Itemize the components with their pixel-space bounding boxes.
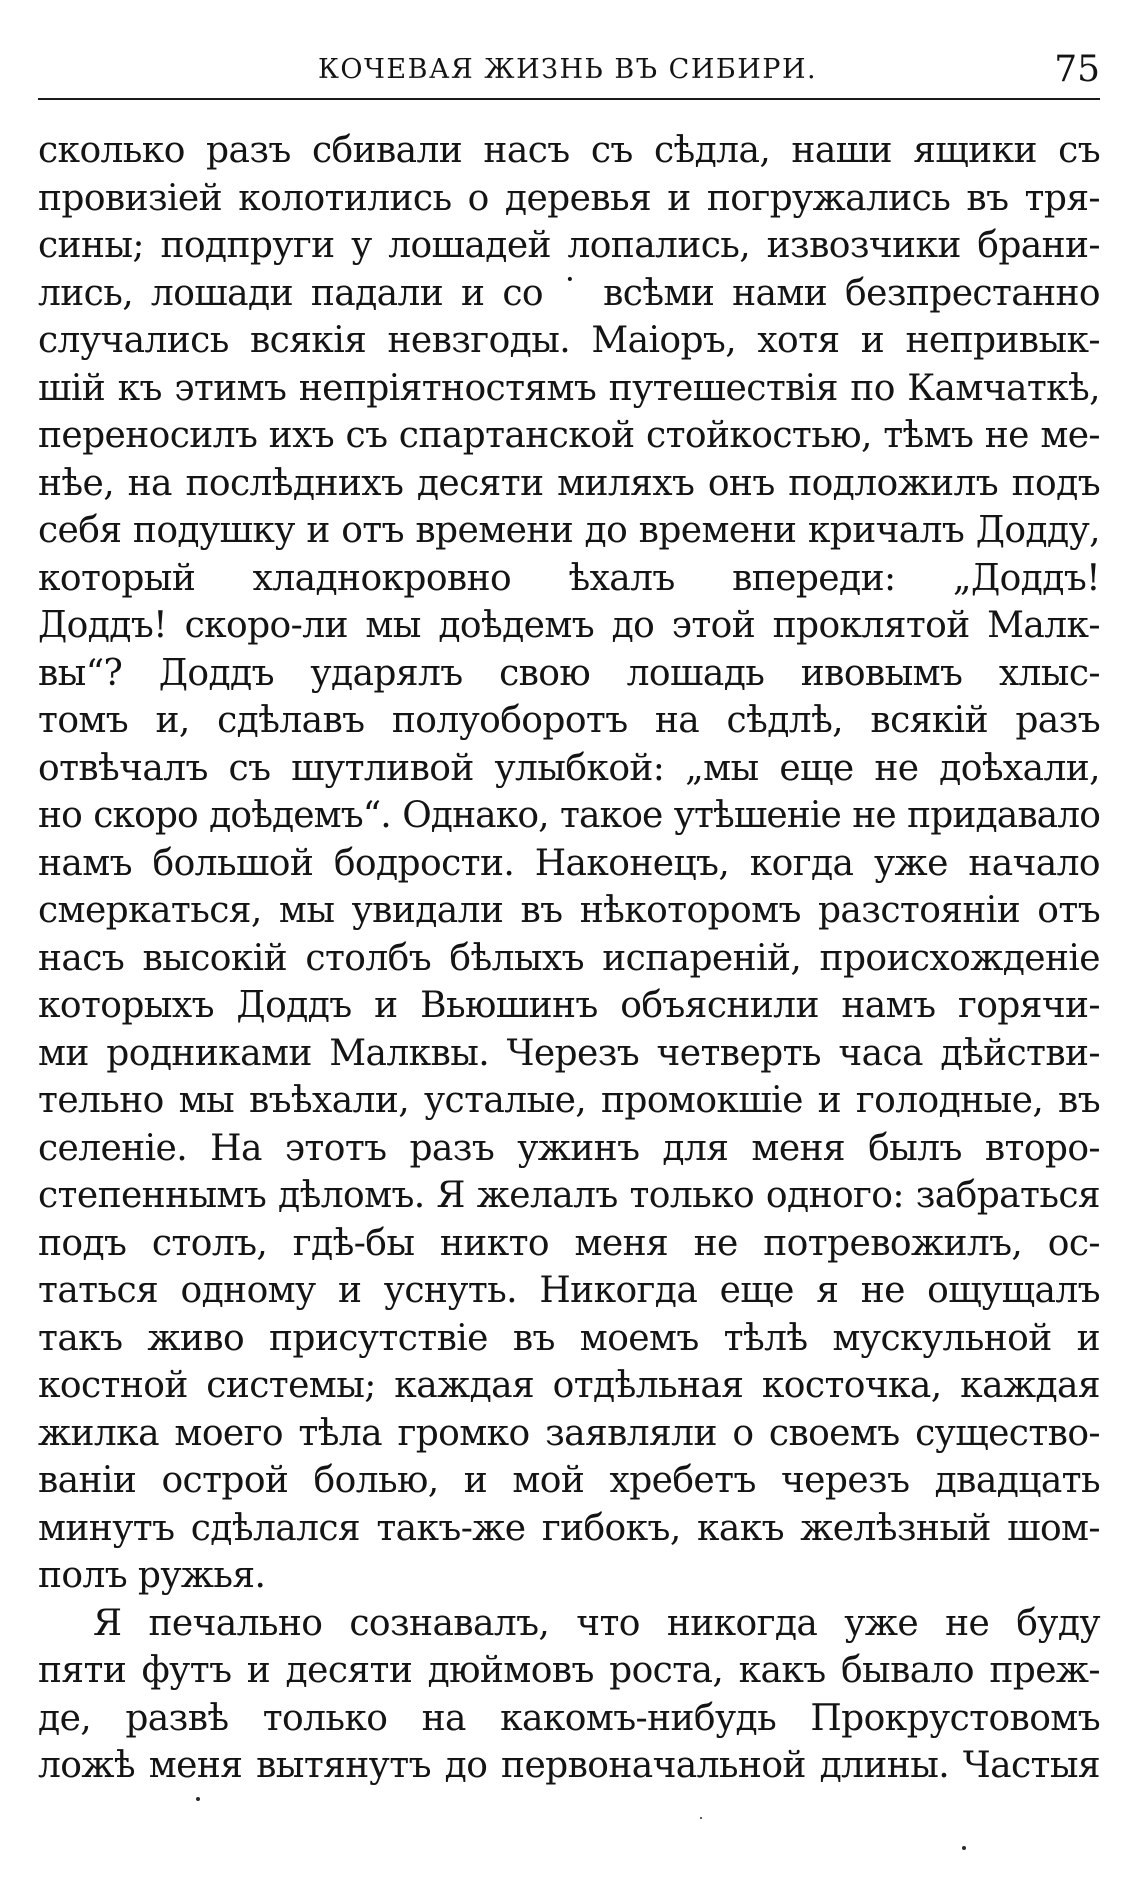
text-line: шiй къ этимъ непрiятностямъ путешествiя по Камчаткѣ, — [38, 367, 1100, 409]
text-line: переносилъ ихъ съ спартанской стойкостью, тѣмъ не ме- — [38, 415, 1100, 456]
text-line: нѣе, на послѣднихъ десяти миляхъ онъ подложилъ подъ — [38, 462, 1100, 504]
text-line: ми родниками Малквы. Черезъ четверть часа дѣйстви- — [38, 1032, 1100, 1074]
text-line: минутъ сдѣлался такъ-же гибокъ, какъ желѣзный шом- — [38, 1507, 1100, 1549]
page-number: 75 — [1054, 49, 1100, 90]
print-speck — [700, 1817, 702, 1819]
text-line: вы“? Доддъ ударялъ свою лошадь ивовымъ хлыс- — [38, 652, 1100, 694]
body-text — [38, 127, 1100, 1790]
text-line: которыхъ Доддъ и Вьюшинъ объяснили намъ горячи- — [38, 985, 1100, 1026]
print-speck — [196, 1797, 200, 1801]
text-line: намъ большой бодрости. Наконецъ, когда уже начало — [38, 842, 1100, 884]
text-line: Доддъ! скоро-ли мы доѣдемъ до этой проклятой Малк- — [38, 605, 1100, 646]
text-line: отвѣчалъ съ шутливой улыбкой: „мы еще не доѣхали, — [38, 747, 1100, 789]
text-line: тельно мы въѣхали, усталые, промокшiе и голодные, въ — [38, 1080, 1100, 1121]
text-line: насъ высокiй столбъ бѣлыхъ испаренiй, происхожденiе — [38, 937, 1100, 979]
paragraph-2 — [38, 1600, 1100, 1790]
text-line: жилка моего тѣла громко заявляли о своемъ существо- — [38, 1412, 1100, 1454]
text-line: полъ ружья. — [38, 1555, 266, 1596]
text-line: де, развѣ только на какомъ-нибудь Прокрустовомъ — [38, 1697, 1100, 1739]
text-line: ложѣ меня вытянутъ до первоначальной длины. Частыя — [38, 1745, 1100, 1786]
text-line: томъ и, сдѣлавъ полуоборотъ на сѣдлѣ, всякiй разъ — [38, 700, 1100, 741]
page-header — [38, 48, 1100, 100]
running-title: КОЧЕВАЯ ЖИЗНЬ ВЪ СИБИРИ. — [318, 54, 818, 85]
text-line: подъ столъ, гдѣ-бы никто меня не потревожилъ, ос- — [38, 1222, 1100, 1264]
print-speck — [962, 1846, 966, 1850]
text-line: Я печально сознавалъ, что никогда уже не буду — [93, 1602, 1100, 1644]
text-line: костной системы; каждая отдѣльная косточка, каждая — [38, 1365, 1100, 1406]
text-line: себя подушку и отъ времени до времени кричалъ Додду, — [38, 510, 1100, 551]
text-line: сины; подпруги у лошадей лопались, извозчики брани- — [38, 225, 1100, 266]
text-line: провизiей колотились о деревья и погружались въ тря- — [38, 177, 1100, 219]
text-line: ванiи острой болью, и мой хребетъ черезъ двадцать — [38, 1460, 1100, 1501]
text-line: степеннымъ дѣломъ. Я желалъ только одного: забраться — [38, 1175, 1100, 1216]
text-line: смеркаться, мы увидали въ нѣкоторомъ разстоянiи отъ — [38, 890, 1100, 931]
text-line: таться одному и уснуть. Никогда еще я не ощущалъ — [38, 1270, 1100, 1311]
text-line: лись, лошади падали и со ˙ всѣми нами безпрестанно — [38, 272, 1100, 314]
text-line: пяти футъ и десяти дюймовъ роста, какъ бывало преж- — [38, 1650, 1100, 1691]
text-line: но скоро доѣдемъ“. Однако, такое утѣшенiе не придавало — [38, 795, 1100, 836]
text-line: селенiе. На этотъ разъ ужинъ для меня былъ второ- — [38, 1127, 1100, 1169]
text-line: сколько разъ сбивали насъ съ сѣдла, наши ящики съ — [38, 130, 1100, 171]
text-line: такъ живо присутствiе въ моемъ тѣлѣ мускульной и — [38, 1317, 1100, 1359]
text-line: который хладнокровно ѣхалъ впереди: „Доддъ! — [38, 557, 1100, 599]
paragraph-1 — [38, 127, 1100, 1600]
text-line: случались всякiя невзгоды. Маiоръ, хотя и непривык- — [38, 320, 1100, 361]
